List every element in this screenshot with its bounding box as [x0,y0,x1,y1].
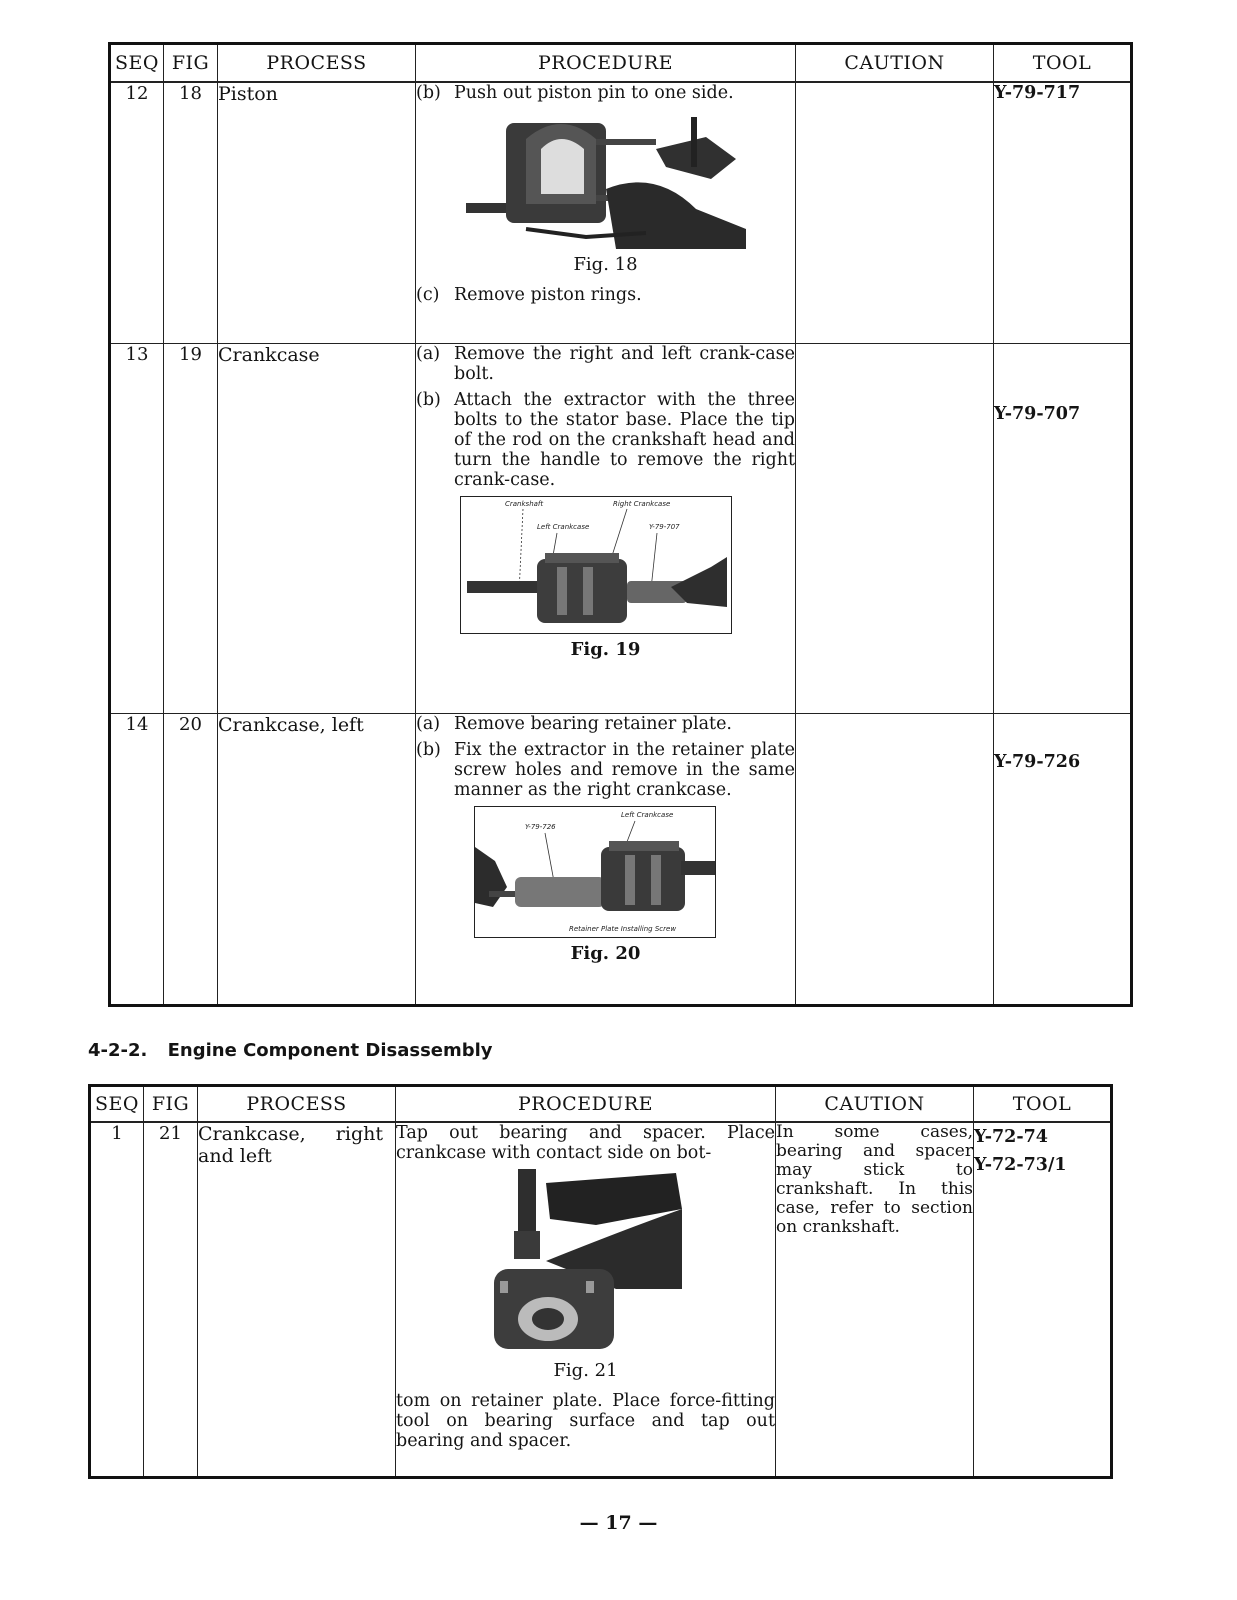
header-caution: CAUTION [796,44,994,82]
step-label: (c) [416,284,440,305]
procedure-text: tom on retainer plate. Place force-fitting tool on bearing surface and tap out bearing and spacer. [396,1390,775,1451]
seq-cell: 1 [90,1122,144,1478]
header-process: PROCESS [198,1086,396,1122]
caution-cell [796,82,994,344]
disassembly-table-2 [88,1084,1113,1479]
seq-cell: 13 [110,344,164,714]
tool-cell [974,1122,1112,1478]
procedure-cell [416,344,796,714]
header-seq: SEQ [90,1086,144,1122]
left-crankcase-extractor-illustration [475,807,715,937]
section-heading [88,1040,507,1061]
caution-cell [796,714,994,1006]
figure-20-image [474,806,716,938]
procedure-step [416,285,795,305]
table-row [110,344,1132,714]
header-fig: FIG [164,44,218,82]
seq-cell: 12 [110,82,164,344]
disassembly-table-1 [108,42,1133,1007]
process-cell: Crankcase, left [218,714,416,1006]
figure-label: Crankshaft [505,500,544,508]
process-cell: Piston [218,82,416,344]
crankcase-extractor-illustration [461,497,731,633]
section-number: 4-2-2. [88,1040,148,1061]
figure-21-image [486,1169,686,1355]
tool-item: Y-72-74 [974,1126,1048,1147]
figure-caption: Fig. 19 [570,639,641,660]
header-caution: CAUTION [776,1086,974,1122]
figure-caption: Fig. 20 [570,943,641,964]
table-row [90,1122,1112,1478]
step-text: Remove the right and left crank-case bolt. [454,344,795,384]
procedure-step [416,390,795,490]
fig-cell: 21 [144,1122,198,1478]
step-text: Fix the extractor in the retainer plate screw holes and remove in the same manner as the right crankcase. [454,740,795,800]
figure-label: Left Crankcase [621,811,674,819]
figure-label: Left Crankcase [537,523,590,531]
process-cell: Crankcase, right and left [198,1122,396,1478]
procedure-text: Tap out bearing and spacer. Place crankcase with contact side on bot- [396,1122,775,1163]
table-row [110,714,1132,1006]
procedure-step [416,344,795,384]
procedure-cell [416,82,796,344]
figure-label: Y-79-726 [525,823,556,831]
figure-label: Right Crankcase [613,500,671,508]
header-tool: TOOL [994,44,1132,82]
figure-18-image [466,109,746,249]
tool-item: Y-72-73/1 [974,1154,1067,1175]
procedure-step [416,740,795,800]
table-header-row [90,1086,1112,1122]
page-number: — 17 — [579,1512,658,1534]
header-fig: FIG [144,1086,198,1122]
step-label: (b) [416,740,441,760]
step-text: Remove bearing retainer plate. [454,714,732,734]
section-title: Engine Component Disassembly [167,1040,493,1061]
step-label: (b) [416,82,441,103]
table-header-row [110,44,1132,82]
step-label: (a) [416,344,441,364]
process-cell: Crankcase [218,344,416,714]
seq-cell: 14 [110,714,164,1006]
step-text: Remove piston rings. [454,284,642,305]
procedure-cell [396,1122,776,1478]
figure-label: Retainer Plate Installing Screw [569,925,677,933]
figure-19-image [460,496,732,634]
figure-label: Y-79-707 [649,523,680,531]
caution-cell [796,344,994,714]
header-process: PROCESS [218,44,416,82]
piston-pin-illustration [466,109,746,249]
step-label: (a) [416,714,441,734]
procedure-step [416,83,795,103]
procedure-step [416,714,795,734]
fig-cell: 18 [164,82,218,344]
tool-cell: Y-79-717 [994,82,1132,344]
header-tool: TOOL [974,1086,1112,1122]
step-text: Attach the extractor with the three bolts to the stator base. Place the tip of the rod on the crankshaft head and turn the handle to remove the right crank-case. [454,390,795,490]
table-row [110,82,1132,344]
header-seq: SEQ [110,44,164,82]
tool-cell: Y-79-707 [994,344,1132,714]
figure-caption: Fig. 18 [573,253,638,275]
figure-caption: Fig. 21 [553,1359,618,1381]
header-procedure: PROCEDURE [416,44,796,82]
fig-cell: 20 [164,714,218,1006]
tool-cell: Y-79-726 [994,714,1132,1006]
fig-cell: 19 [164,344,218,714]
bearing-tap-out-illustration [486,1169,686,1355]
procedure-cell [416,714,796,1006]
step-text: Push out piston pin to one side. [454,82,734,103]
caution-cell: In some cases, bearing and spacer may stick to crankshaft. In this case, refer to section on crankshaft. [776,1122,974,1478]
header-procedure: PROCEDURE [396,1086,776,1122]
step-label: (b) [416,390,441,410]
